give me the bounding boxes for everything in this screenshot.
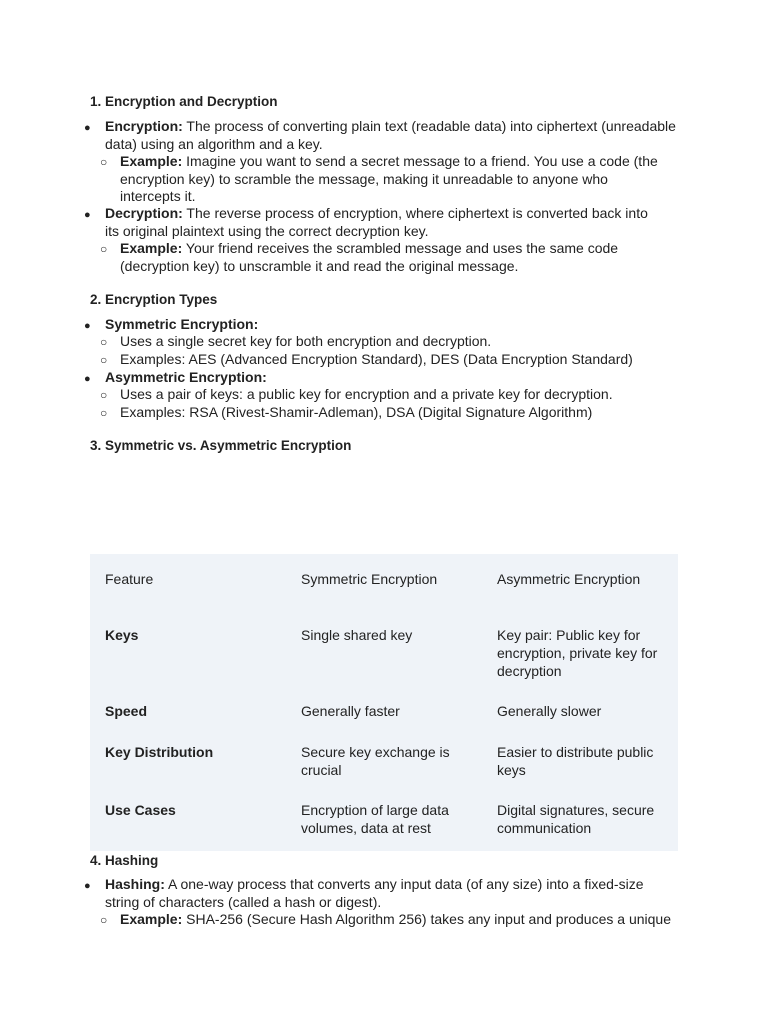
bullet-disc: ●	[84, 209, 91, 221]
table-row-usecases-feature: Use Cases	[105, 802, 176, 818]
table-header-feature: Feature	[105, 571, 154, 587]
table-row-usecases-symmetric: Encryption of large data volumes, data at rest	[301, 802, 449, 836]
table-row-speed-symmetric: Generally faster	[301, 703, 400, 719]
hashing-desc: A one-way process that converts any input data (of any size) into a fixed-size string of characters (called a hash or digest).	[105, 876, 644, 910]
hashing-term: Hashing:	[105, 876, 165, 892]
bullet-disc: ●	[84, 880, 91, 892]
table-row-keys-asymmetric: Key pair: Public key for encryption, private key for decryption	[497, 627, 658, 679]
encryption-example-term: Example:	[120, 153, 183, 169]
encryption-definition	[105, 118, 677, 153]
comparison-table	[90, 554, 678, 851]
bullet-circle: ○	[100, 335, 108, 349]
bullet-disc: ●	[84, 320, 91, 332]
bullet-circle: ○	[100, 913, 108, 927]
asymmetric-term: Asymmetric Encryption:	[105, 369, 267, 385]
asymmetric-item-2: Examples: RSA (Rivest-Shamir-Adleman), DSA (Digital Signature Algorithm)	[120, 404, 593, 420]
encryption-example-desc: Imagine you want to send a secret message to a friend. You use a code (the encryption key) to scramble the message, making it unreadable to anyone who intercepts it.	[120, 153, 658, 204]
table-header-asymmetric: Asymmetric Encryption	[497, 571, 641, 587]
decryption-example	[120, 240, 620, 275]
bullet-circle: ○	[100, 406, 108, 420]
decryption-example-term: Example:	[120, 240, 183, 256]
table-row-distribution-symmetric: Secure key exchange is crucial	[301, 744, 450, 778]
encryption-term: Encryption:	[105, 118, 183, 134]
symmetric-item-1: Uses a single secret key for both encryption and decryption.	[120, 333, 492, 349]
table-row-usecases-asymmetric: Digital signatures, secure communication	[497, 802, 655, 836]
encryption-desc: The process of converting plain text (readable data) into ciphertext (unreadable data) using an algorithm and a key.	[105, 118, 676, 152]
table-row-distribution-feature: Key Distribution	[105, 744, 214, 760]
section-2-heading: 2. Encryption Types	[90, 292, 218, 307]
asymmetric-item-1: Uses a pair of keys: a public key for encryption and a private key for decryption.	[120, 386, 613, 402]
hashing-definition	[105, 876, 680, 911]
section-3-heading: 3. Symmetric vs. Asymmetric Encryption	[90, 438, 352, 453]
bullet-disc: ●	[84, 373, 91, 385]
bullet-circle: ○	[100, 353, 108, 367]
encryption-example	[120, 153, 668, 206]
bullet-circle: ○	[100, 242, 108, 256]
hashing-example-desc: SHA-256 (Secure Hash Algorithm 256) takes any input and produces a unique	[182, 911, 671, 927]
hashing-example-term: Example:	[120, 911, 183, 927]
symmetric-term: Symmetric Encryption:	[105, 316, 259, 332]
symmetric-item-2: Examples: AES (Advanced Encryption Standard), DES (Data Encryption Standard)	[120, 351, 633, 367]
table-row-keys-symmetric: Single shared key	[301, 627, 413, 643]
table-row-speed-feature: Speed	[105, 703, 148, 719]
decryption-example-desc: Your friend receives the scrambled message and uses the same code (decryption key) to unscramble it and read the original message.	[120, 240, 619, 274]
decryption-term: Decryption:	[105, 205, 183, 221]
decryption-desc: The reverse process of encryption, where ciphertext is converted back into its original plaintext using the correct decryption key.	[105, 205, 648, 239]
decryption-definition	[105, 205, 663, 240]
table-row-keys-feature: Keys	[105, 627, 139, 643]
bullet-disc: ●	[84, 122, 91, 134]
table-row-distribution-asymmetric: Easier to distribute public keys	[497, 744, 654, 778]
section-4-heading: 4. Hashing	[90, 853, 159, 868]
bullet-circle: ○	[100, 388, 108, 402]
bullet-circle: ○	[100, 155, 108, 169]
table-row-speed-asymmetric: Generally slower	[497, 703, 602, 719]
section-1-heading: 1. Encryption and Decryption	[90, 94, 278, 109]
hashing-example	[120, 911, 680, 929]
table-header-symmetric: Symmetric Encryption	[301, 571, 438, 587]
